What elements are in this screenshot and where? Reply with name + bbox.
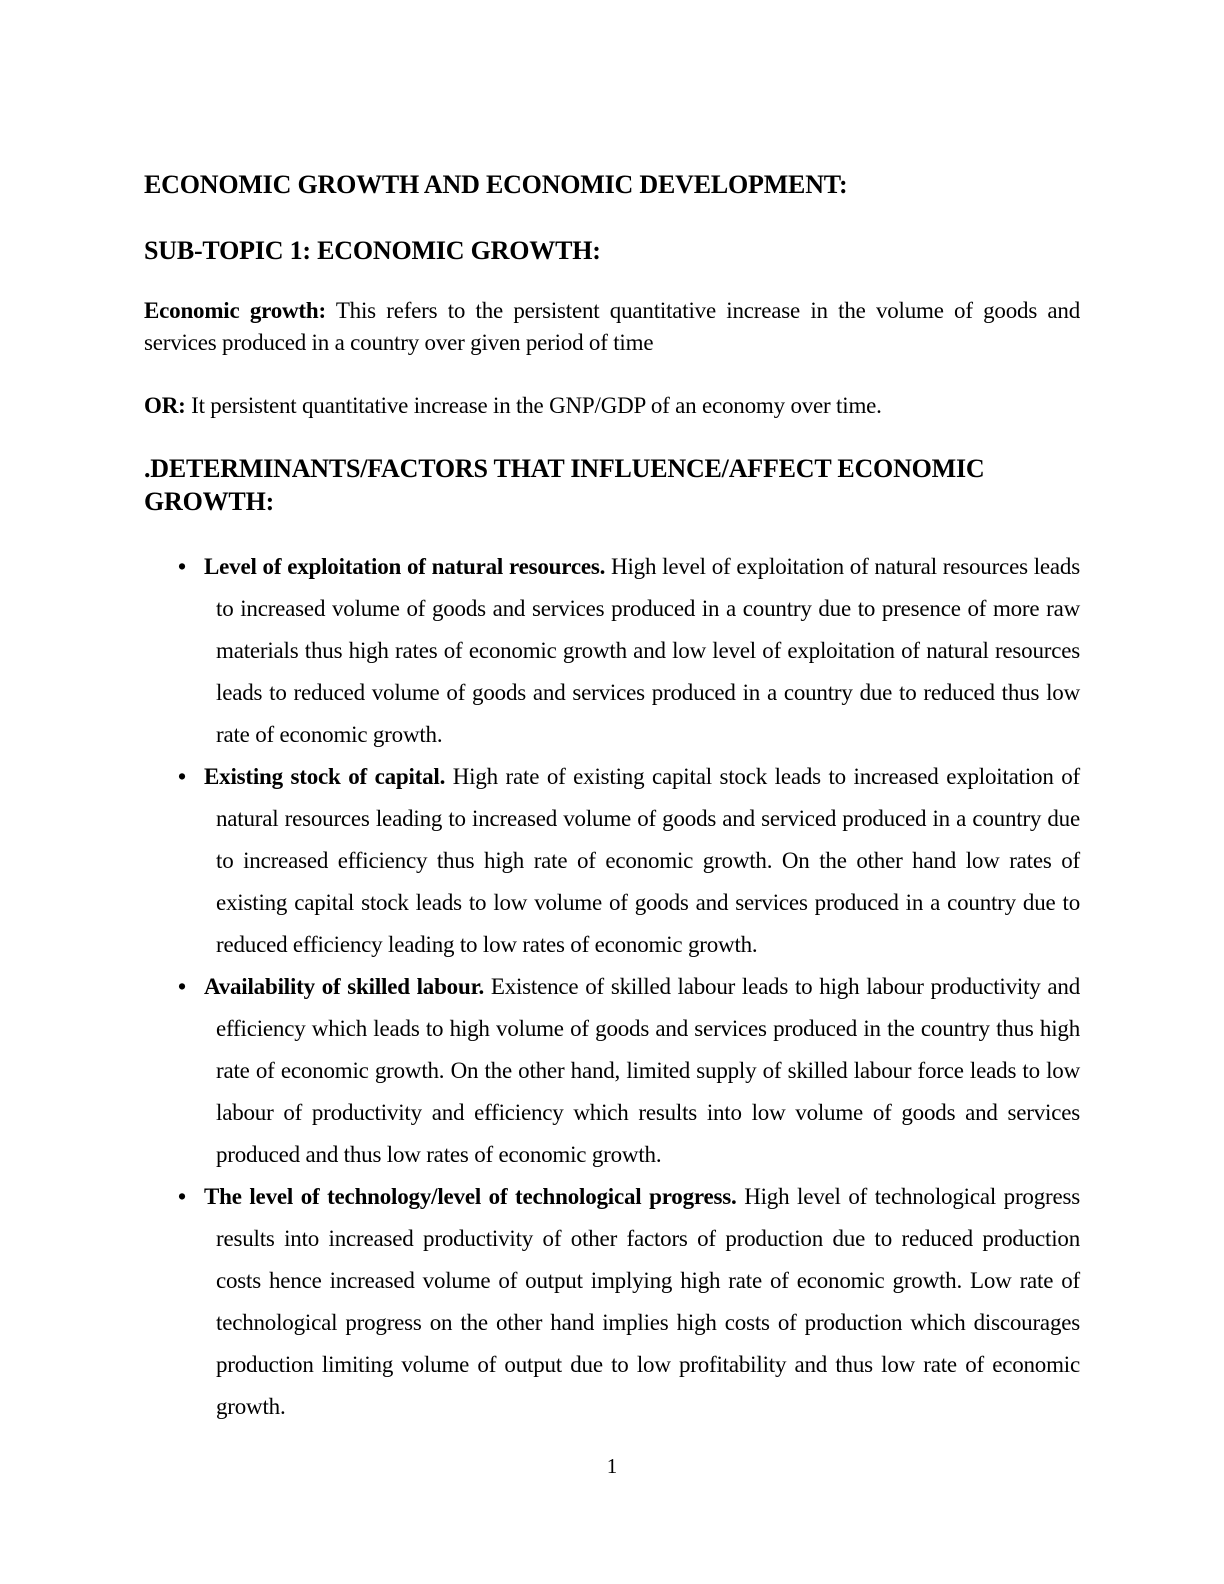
definition-paragraph <box>144 295 1080 359</box>
determinants-list <box>144 546 1080 1428</box>
list-item-text: High level of exploitation of natural resources leads to increased volume of goods and services produced in a country due to presence of more raw materials thus high rates of economic growth and low level of exploitation of natural resources leads to reduced volume of goods and services produced in a country due to reduced thus low rate of economic growth. <box>216 554 1080 747</box>
or-text: It persistent quantitative increase in the GNP/GDP of an economy over time. <box>185 393 882 418</box>
list-item <box>178 756 1081 966</box>
list-item <box>178 1176 1080 1428</box>
list-item-lead: Availability of skilled labour. <box>204 974 485 999</box>
or-lead: OR: <box>144 393 186 418</box>
list-item-lead: Existing stock of capital. <box>204 764 446 789</box>
definition-text: This refers to the persistent quantitative increase in the volume of goods and services produced in a country over given period of time <box>144 298 1080 355</box>
list-item-text: High rate of existing capital stock leads to increased exploitation of natural resources leading to increased volume of goods and serviced produced in a country due to increased efficiency thus high rate of economic growth. On the other hand low rates of existing capital stock leads to low volume of goods and services produced in a country due to reduced efficiency leading to low rates of economic growth. <box>216 764 1081 957</box>
list-item-lead: The level of technology/level of technological progress. <box>204 1184 737 1209</box>
list-item <box>178 966 1081 1176</box>
list-item-text: Existence of skilled labour leads to high labour productivity and efficiency which leads to high volume of goods and services produced in the country thus high rate of economic growth. On the other hand, limited supply of skilled labour force leads to low labour of productivity and efficiency which results into low volume of goods and services produced and thus low rates of economic growth. <box>216 974 1081 1167</box>
bullet-icon: • <box>178 554 186 579</box>
document-title: ECONOMIC GROWTH AND ECONOMIC DEVELOPMENT: <box>144 170 848 199</box>
or-definition-paragraph <box>144 390 1080 422</box>
determinants-heading: .DETERMINANTS/FACTORS THAT INFLUENCE/AFFECT ECONOMIC GROWTH: <box>144 454 985 516</box>
bullet-icon: • <box>178 974 186 999</box>
bullet-icon: • <box>178 764 186 789</box>
page-number: 1 <box>606 1454 618 1478</box>
subtopic-heading: SUB-TOPIC 1: ECONOMIC GROWTH: <box>144 236 601 265</box>
list-item-text: High level of technological progress results into increased productivity of other factors of production due to reduced production costs hence increased volume of output implying high rate of economic growth. Low rate of technological progress on the other hand implies high costs of production which discourages production limiting volume of output due to low profitability and thus low rate of economic growth. <box>216 1184 1080 1419</box>
list-item <box>178 546 1080 756</box>
definition-lead: Economic growth: <box>144 298 326 323</box>
bullet-icon: • <box>178 1184 186 1209</box>
list-item-lead: Level of exploitation of natural resources. <box>204 554 606 579</box>
